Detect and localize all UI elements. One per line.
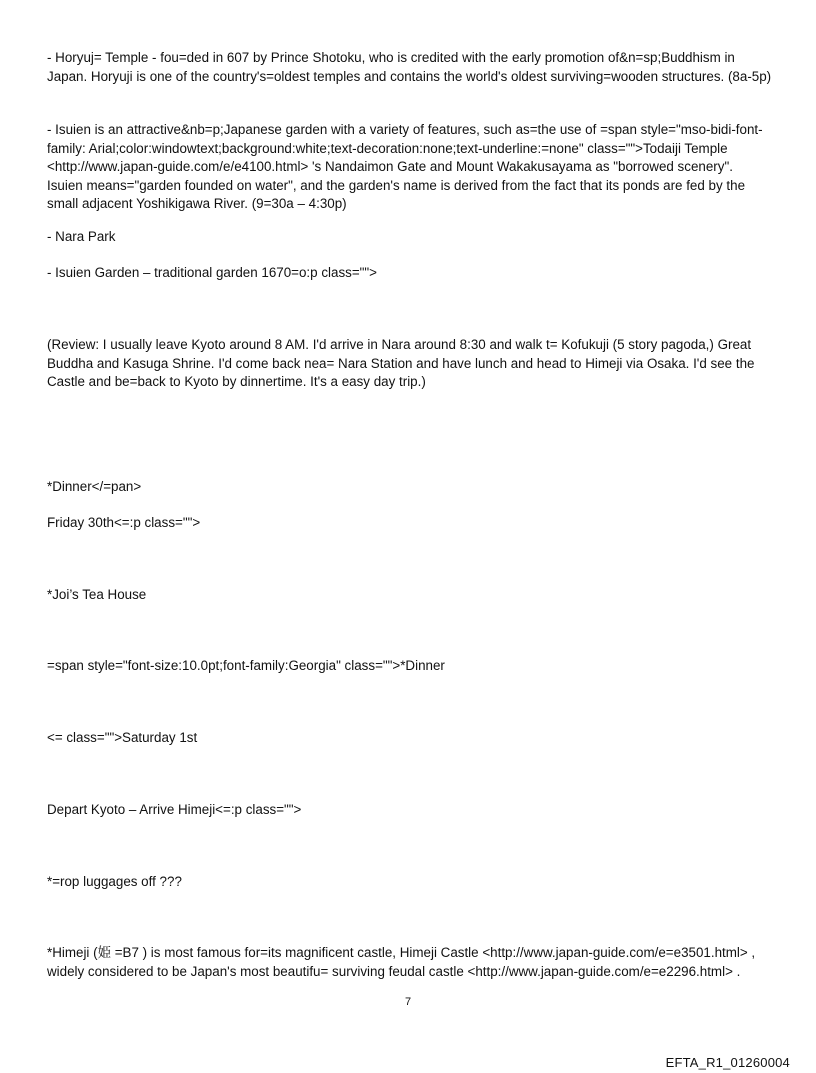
paragraph-dinner-1: *Dinner</=pan> [47,479,142,494]
paragraph-isuien-garden: - Isuien Garden – traditional garden 1670=o:p class=""> [47,265,377,280]
paragraph-tea-house: *Joi’s Tea House [47,587,147,602]
bates-number: EFTA_R1_01260004 [665,1055,790,1070]
paragraph-depart-kyoto: Depart Kyoto – Arrive Himeji<=:p class=""> [47,802,302,817]
paragraph-nara-park: - Nara Park [47,229,116,244]
page-number: 7 [404,996,412,1008]
paragraph-horyuji: - Horyuj= Temple - fou=ded in 607 by Prince Shotoku, who is credited with the early promotion of&n=sp;Buddhism in Japan. Horyuji is one of the country's=oldest temples and contains the world's oldest surviving=wooden structures. (8a-5p) [47,50,772,84]
paragraph-isuien-description: - Isuien is an attractive&nb=p;Japanese garden with a variety of features, such as=the use of =span style="mso-bidi-font-family: Arial;color:windowtext;background:white;text-decoration:none;text-underline:=none" class="">Todaiji Temple <http://www.japan-guide.com/e/e4100.html> 's Nandaimon Gate and Mount Wakakusayama as "borrowed scenery". Isuien means="garden founded on water", and the garden's name is derived from the fact that its ponds are fed by the small adjacent Yoshikigawa River. (9=30a – 4:30p) [47,122,763,211]
paragraph-review: (Review: I usually leave Kyoto around 8 AM. I'd arrive in Nara around 8:30 and walk t= Kofukuji (5 story pagoda,) Great Buddha and Kasuga Shrine. I'd come back nea= Nara Station and have lunch and head to Himeji via Osaka. I'd see the Castle and be=back to Kyoto by dinnertime. It's a easy day trip.) [47,337,755,389]
paragraph-himeji: *Himeji (姫 =B7 ) is most famous for=its magnificent castle, Himeji Castle <http://www.japan-guide.com/e=e3501.html> , widely considered to be Japan's most beautifu= surviving feudal castle <http://www.japan-guide.com/e=e2296.html> . [47,945,756,979]
paragraph-friday: Friday 30th<=:p class=""> [47,515,201,530]
paragraph-luggage: *=rop luggages off ??? [47,874,182,889]
paragraph-saturday: <= class="">Saturday 1st [47,730,198,745]
paragraph-dinner-2: =span style="font-size:10.0pt;font-family:Georgia" class="">*Dinner [47,658,445,673]
